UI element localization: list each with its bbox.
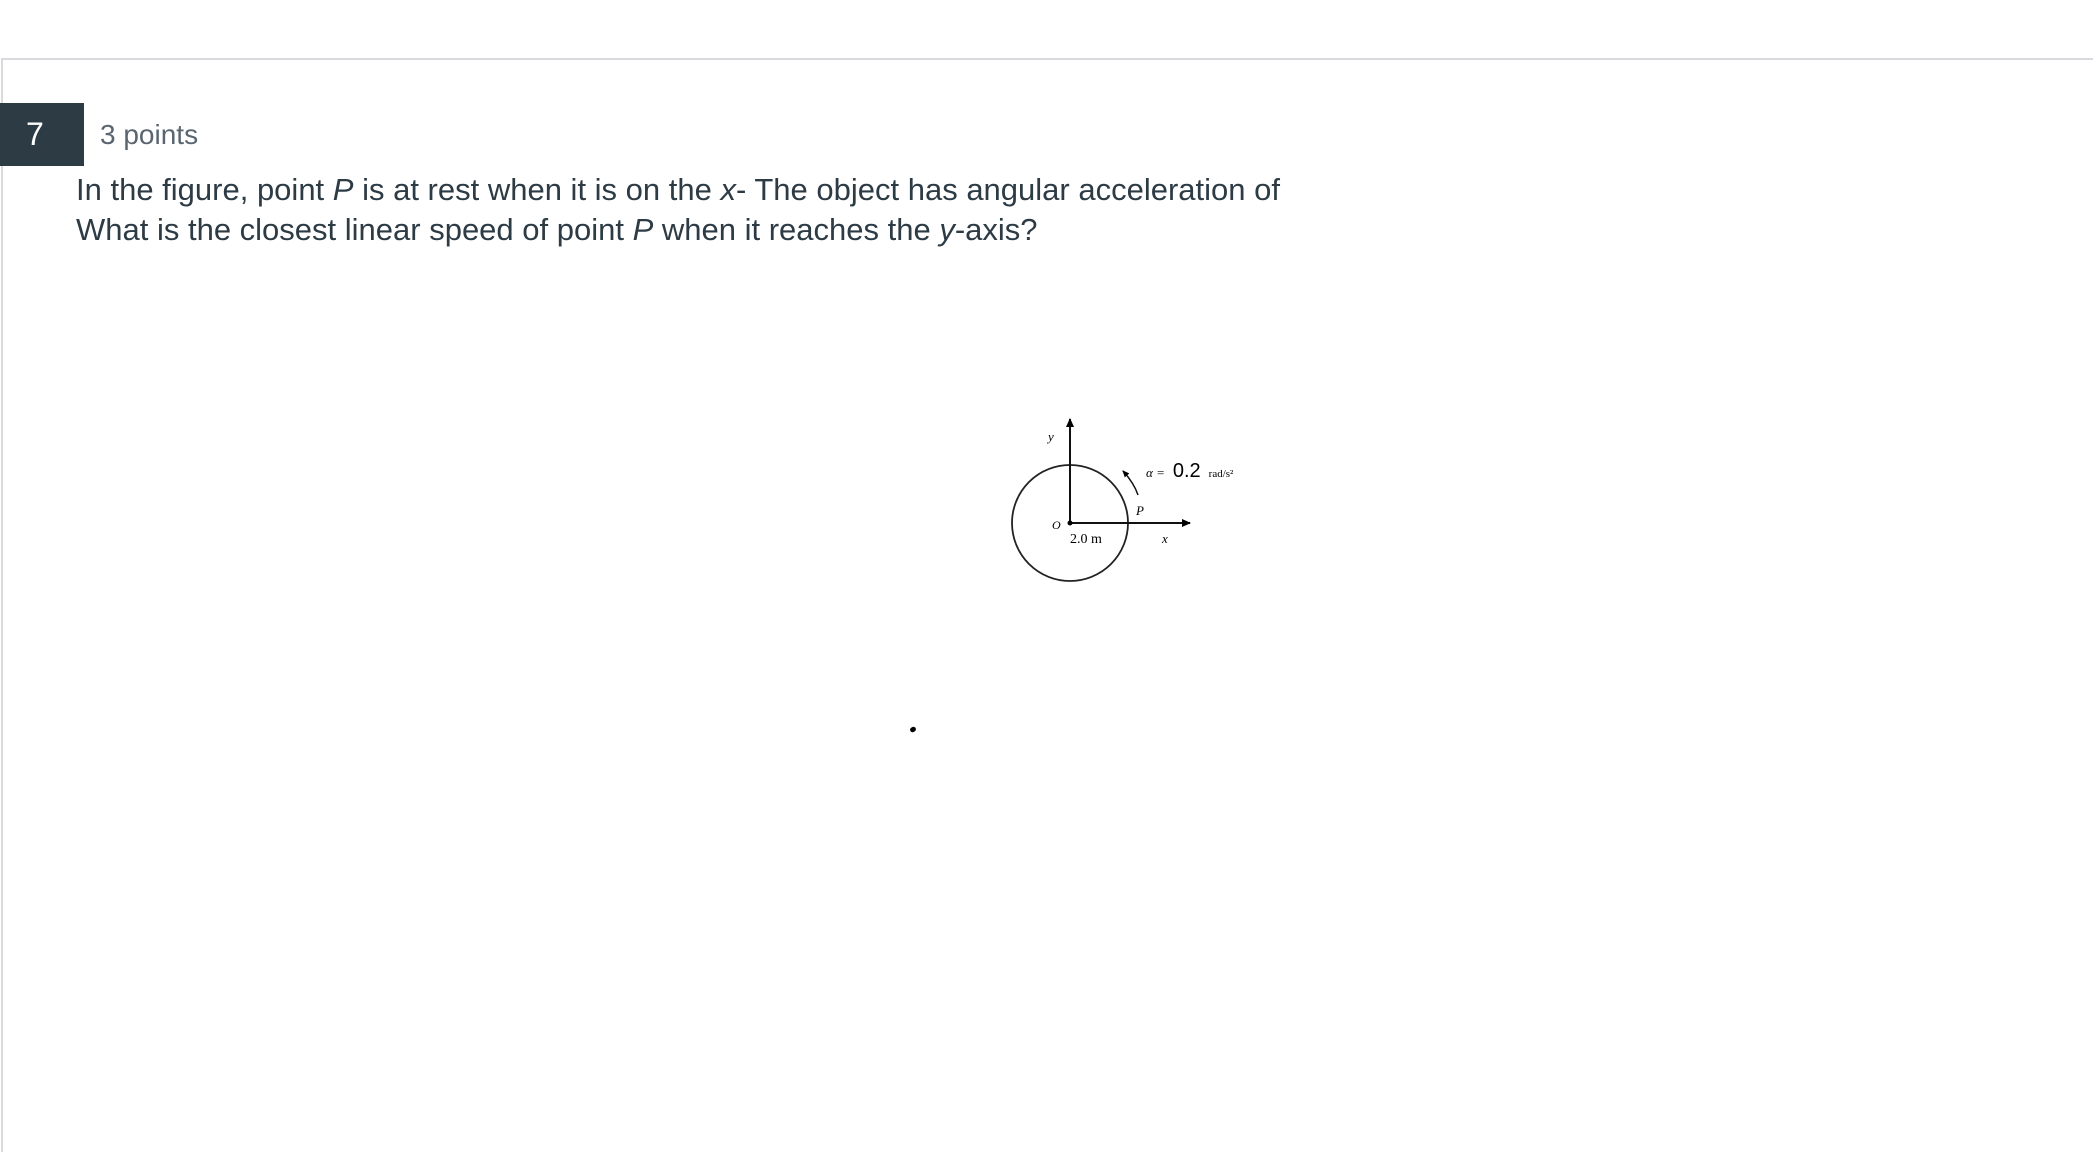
origin-point <box>1068 521 1073 526</box>
alpha-label <box>1146 460 1234 482</box>
alpha-unit: rad/s² <box>1208 468 1234 480</box>
text-segment: when it reaches the <box>653 212 940 247</box>
rotation-arrow <box>1123 471 1138 495</box>
text-italic-p: P <box>632 212 654 247</box>
question-number-badge: 7 <box>0 103 84 166</box>
text-segment: -axis? <box>954 212 1038 247</box>
question-text <box>76 170 1576 250</box>
y-axis-label: y <box>1048 429 1054 444</box>
question-text-line-1 <box>76 170 1576 210</box>
x-axis-label: x <box>1162 531 1168 546</box>
text-segment: In the figure, point <box>76 172 333 207</box>
text-segment: What is the closest linear speed of point <box>76 212 633 247</box>
point-p-label: P <box>1136 503 1144 518</box>
rotation-diagram <box>990 405 1290 605</box>
alpha-prefix: α = <box>1146 465 1165 480</box>
text-segment: - The object has angular acceleration of <box>735 172 1280 207</box>
alpha-value: 0.2 <box>1172 460 1201 482</box>
question-points: 3 points <box>100 119 199 150</box>
text-italic-p: P <box>332 172 354 207</box>
text-italic-x: x <box>720 172 736 207</box>
text-segment: is at rest when it is on the <box>353 172 721 207</box>
text-italic-y: y <box>939 212 955 247</box>
question-text-line-2 <box>76 210 1576 250</box>
origin-label: O <box>1052 518 1061 532</box>
radius-label: 2.0 m <box>1070 532 1102 547</box>
